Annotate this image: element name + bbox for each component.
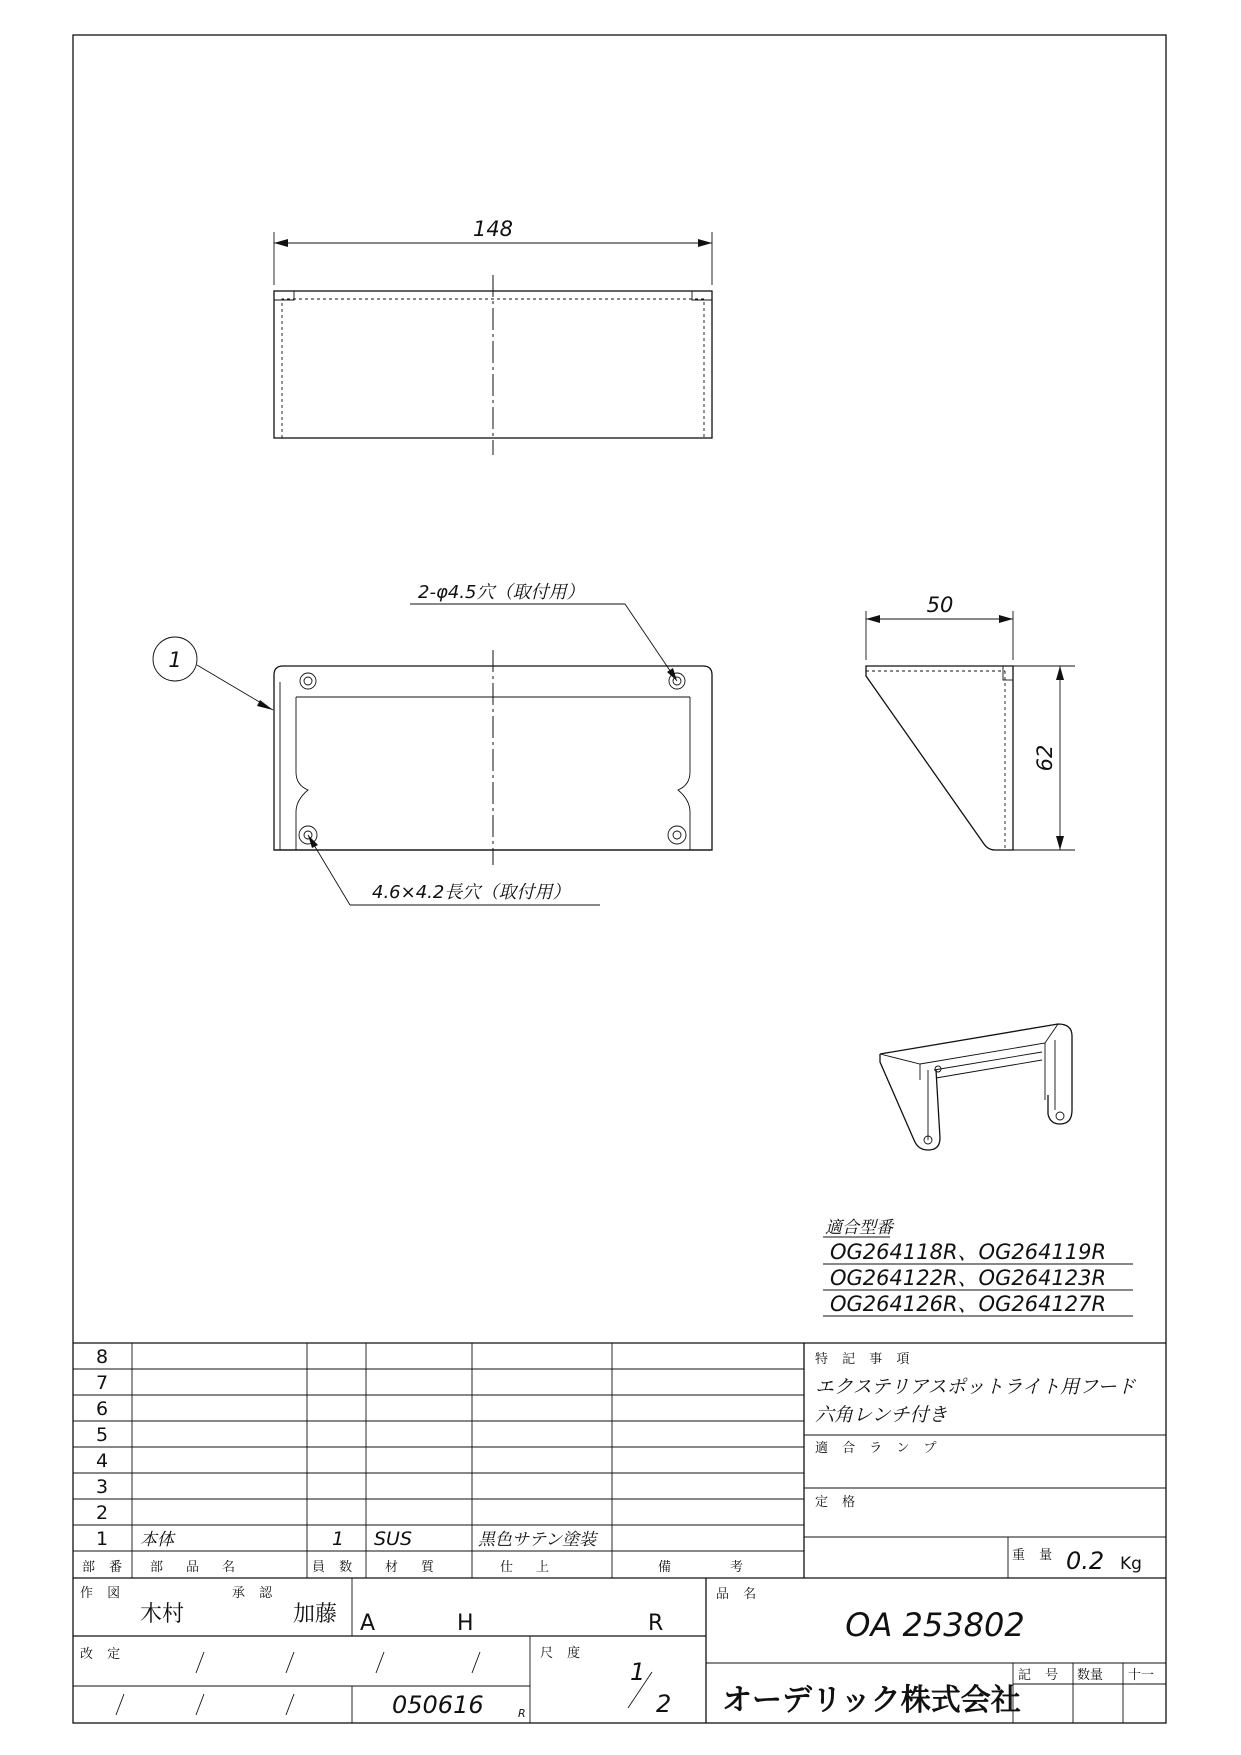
svg-text:記 号: 記 号: [1018, 1668, 1064, 1683]
svg-text:数量: 数量: [1077, 1668, 1104, 1683]
svg-text:OG264122R、OG264123R: OG264122R、OG264123R: [830, 1266, 1107, 1290]
isometric-view: [880, 1024, 1072, 1150]
svg-text:材 質: 材 質: [385, 1560, 440, 1575]
svg-text:部 番: 部 番: [82, 1560, 128, 1575]
svg-text:品 名: 品 名: [716, 1587, 762, 1602]
svg-text:作 図: 作 図: [80, 1586, 126, 1601]
svg-text:4: 4: [95, 1450, 109, 1472]
dimension-50: 50: [926, 593, 954, 617]
part-qty: 1: [331, 1528, 345, 1550]
slot-note: 4.6×4.2長穴（取付用）: [372, 882, 571, 903]
svg-text:7: 7: [95, 1372, 109, 1394]
svg-text:6: 6: [95, 1398, 109, 1420]
product-code: OA 253802: [845, 1606, 1025, 1644]
svg-text:承 認: 承 認: [232, 1586, 278, 1601]
svg-text:H: H: [457, 1611, 474, 1636]
drawn-by: 木村: [140, 1602, 185, 1627]
side-view: [866, 593, 1075, 850]
svg-text:8: 8: [95, 1346, 109, 1368]
svg-text:員 数: 員 数: [312, 1560, 358, 1575]
svg-text:適合型番: 適合型番: [825, 1218, 893, 1238]
svg-text:重 量: 重 量: [1012, 1548, 1058, 1563]
svg-text:仕 上: 仕 上: [500, 1560, 555, 1575]
part-finish: 黒色サテン塗装: [478, 1530, 597, 1550]
svg-text:OG264126R、OG264127R: OG264126R、OG264127R: [830, 1292, 1107, 1316]
svg-text:3: 3: [95, 1476, 109, 1498]
svg-text:5: 5: [95, 1424, 109, 1446]
title-block: [73, 1343, 1166, 1723]
annotations: [153, 582, 677, 905]
svg-text:OG264118R、OG264119R: OG264118R、OG264119R: [830, 1240, 1107, 1264]
svg-text:尺 度: 尺 度: [540, 1646, 586, 1661]
top-view: [274, 217, 712, 455]
hole-note: 2-φ4.5穴（取付用）: [418, 582, 585, 603]
approved-by: 加藤: [293, 1602, 338, 1627]
part-material: SUS: [374, 1528, 413, 1550]
svg-text:R: R: [518, 1707, 526, 1720]
scale-numerator: 1: [630, 1658, 646, 1686]
scale-denominator: 2: [656, 1690, 672, 1718]
svg-text:適 合 ラ ン プ: 適 合 ラ ン プ: [815, 1441, 942, 1456]
special-note-line1: エクステリアスポットライト用フード: [815, 1376, 1136, 1398]
svg-text:R: R: [648, 1611, 664, 1636]
svg-text:Kg: Kg: [1120, 1554, 1142, 1574]
svg-text:特 記 事 項: 特 記 事 項: [815, 1352, 915, 1367]
dimension-148: 148: [472, 217, 514, 241]
svg-text:2: 2: [95, 1502, 109, 1524]
dimension-62: 62: [1033, 744, 1057, 772]
sheet-border: [73, 35, 1166, 1723]
company-name: オーデリック株式会社: [722, 1683, 1021, 1718]
compatible-models: [823, 1218, 1133, 1316]
svg-text:A: A: [360, 1611, 376, 1636]
svg-text:1: 1: [95, 1528, 109, 1550]
part-name: 本体: [140, 1530, 174, 1550]
special-note-line2: 六角レンチ付き: [815, 1404, 948, 1426]
svg-text:備 考: 備 考: [658, 1560, 749, 1575]
weight-value: 0.2: [1066, 1547, 1105, 1575]
svg-text:改 定: 改 定: [80, 1647, 126, 1662]
svg-text:1: 1: [168, 648, 182, 672]
svg-text:十一: 十一: [1128, 1668, 1155, 1683]
svg-text:定 格: 定 格: [815, 1495, 861, 1510]
drawing-date: 050616: [392, 1691, 484, 1719]
svg-text:部 品 名: 部 品 名: [150, 1560, 241, 1575]
front-view: [274, 650, 712, 865]
